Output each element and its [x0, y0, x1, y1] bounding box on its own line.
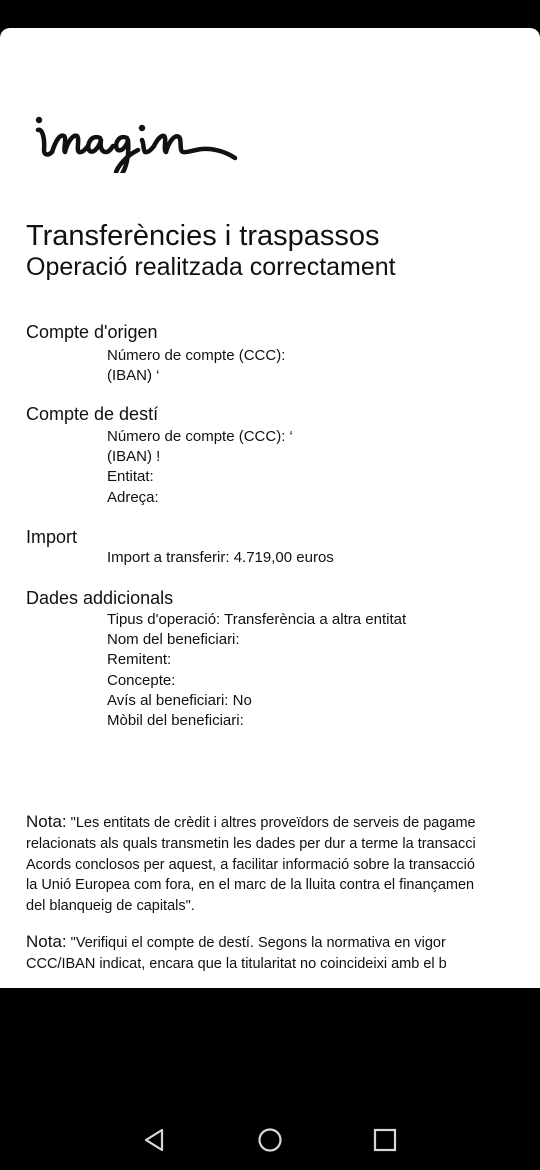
recents-icon [371, 1126, 399, 1154]
origin-account-heading: Compte d'origen [26, 322, 158, 342]
origin-account-number: Número de compte (CCC): [107, 347, 286, 364]
note-1-label: Nota: [26, 812, 67, 831]
destination-account-number: Número de compte (CCC): ‘ [107, 428, 293, 445]
sender: Remitent: [107, 651, 172, 668]
note-2-line-2: CCC/IBAN indicat, encara que la titularitat no coincideixi amb el b [26, 955, 447, 972]
note-1-line-1 [26, 812, 540, 834]
operation-type: Tipus d'operació: Transferència a altra entitat [107, 611, 407, 628]
destination-iban: (IBAN) ! [107, 448, 161, 465]
imagin-logo [30, 78, 245, 173]
concept: Concepte: [107, 672, 176, 689]
home-icon [256, 1126, 284, 1154]
origin-iban: (IBAN) ‘ [107, 367, 160, 384]
beneficiary-mobile: Mòbil del beneficiari: [107, 712, 244, 729]
imagin-logo-script [30, 78, 245, 173]
note-paragraph-2 [26, 932, 540, 975]
notify-beneficiary: Avís al beneficiari: No [107, 692, 252, 709]
note-1-line-3: Acords conclosos per aquest, a facilitar informació sobre la transacció [26, 856, 475, 873]
page-subtitle: Operació realitzada correctament [26, 253, 396, 281]
note-1-line-5: del blanqueig de capitals". [26, 898, 195, 915]
destination-address: Adreça: [107, 489, 159, 506]
navigation-bar [0, 1100, 540, 1170]
note-2-line-1-text: "Verifiqui el compte de destí. Segons la normativa en vigor [70, 935, 446, 951]
destination-account-heading: Compte de destí [26, 404, 159, 424]
home-button[interactable] [256, 1126, 284, 1154]
note-paragraph-1 [26, 812, 540, 917]
document-viewer[interactable] [0, 28, 540, 988]
note-1-line-4: la Unió Europea com fora, en el marc de la lluita contra el finançamen [26, 877, 475, 894]
back-icon [140, 1126, 168, 1154]
page-title: Transferències i traspassos [26, 220, 380, 252]
note-1-line-1-text: "Les entitats de crèdit i altres proveïdors de serveis de pagame [70, 815, 476, 831]
amount-heading: Import [26, 527, 78, 547]
beneficiary-name: Nom del beneficiari: [107, 631, 240, 648]
note-2-line-1 [26, 932, 540, 954]
additional-data-heading: Dades addicionals [26, 588, 174, 608]
back-button[interactable] [140, 1126, 168, 1154]
recents-button[interactable] [371, 1126, 399, 1154]
note-1-line-2: relacionats als quals transmetin les dades per dur a terme la transacci [26, 835, 476, 852]
amount-line: Import a transferir: 4.719,00 euros [107, 549, 334, 566]
destination-entity: Entitat: [107, 468, 154, 485]
note-2-label: Nota: [26, 932, 67, 951]
